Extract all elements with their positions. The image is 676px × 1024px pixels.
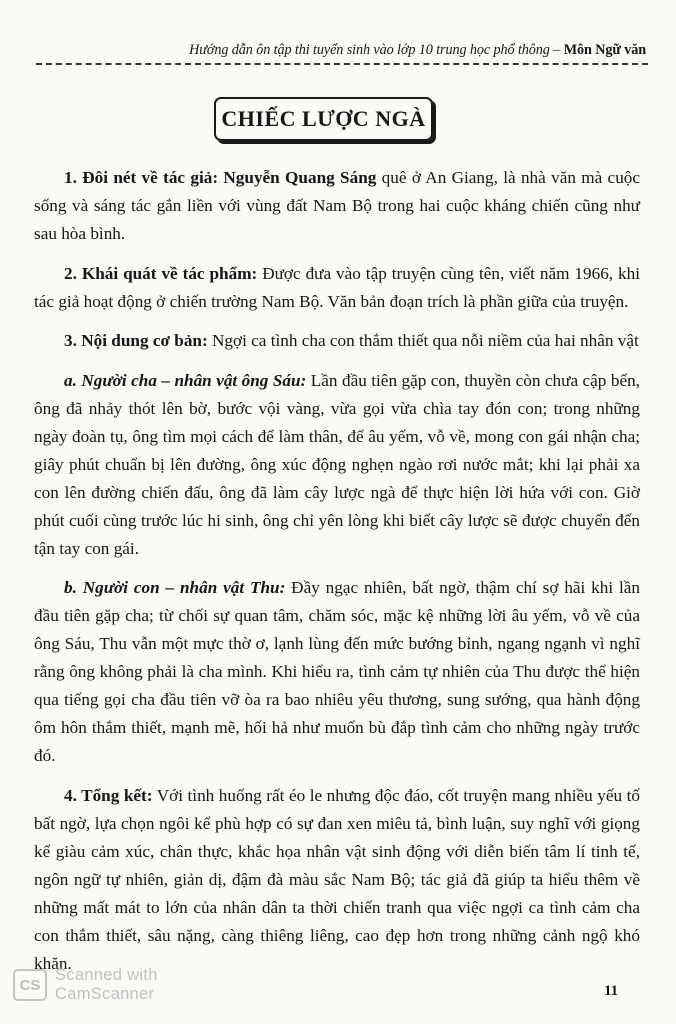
section-heading: b. Người con – nhân vật Thu: — [64, 578, 286, 597]
header-subject: Môn Ngữ văn — [563, 42, 646, 58]
camscanner-logo-text: CS — [19, 976, 41, 994]
section-heading: 1. Đôi nét về tác giả: Nguyễn Quang Sáng — [64, 168, 377, 187]
header-divider — [36, 63, 648, 65]
section-main-content — [34, 327, 640, 355]
section-summary — [34, 782, 640, 978]
title-box — [214, 97, 433, 141]
header-text: Hướng dẫn ôn tập thi tuyển sinh vào lớp 10 trung học phổ thông – — [189, 42, 564, 58]
section-text: quê ở An Giang, là nhà văn mà cuộc sống và sáng tác gắn liền với vùng đất Nam Bộ trong hai cuộc kháng chiến cũng như sau hòa bình. — [34, 168, 641, 243]
section-heading: 2. Khái quát về tác phẩm: — [64, 263, 258, 283]
page-title: CHIẾC LƯỢC NGÀ — [221, 106, 426, 131]
section-text: Ngợi ca tình cha con thắm thiết qua nỗi niềm của hai nhân vật — [207, 331, 639, 350]
section-heading: 4. Tổng kết: — [64, 785, 153, 805]
section-daughter — [34, 574, 640, 770]
section-work-overview — [34, 260, 640, 316]
section-father — [34, 367, 640, 563]
main-content — [34, 164, 640, 989]
page-number: 11 — [604, 983, 619, 999]
section-heading: a. Người cha – nhân vật ông Sáu: — [64, 370, 307, 390]
section-heading: 3. Nội dung cơ bản: — [64, 331, 208, 350]
camscanner-watermark — [13, 965, 223, 1005]
camscanner-text — [55, 966, 158, 1004]
section-text: Được đưa vào tập truyện cùng tên, viết năm 1966, khi tác giả hoạt động ở chiến trường Nam Bộ. Văn bản đoạn trích là phần giữa của truyện. — [34, 263, 640, 311]
section-author — [34, 164, 640, 248]
watermark-line-2: CamScanner — [55, 985, 155, 1003]
camscanner-logo-icon — [13, 969, 47, 1001]
section-text: Đầy ngạc nhiên, bất ngờ, thậm chí sợ hãi khi lần đầu tiên gặp cha; từ chối sự quan tâm, chăm sóc, mặc kệ những lời âu yếm, vỗ về của ông Sáu, Thu vẫn một mực thờ ơ, lạnh lùng đến mức bướng bỉnh, ngang ngạnh vì nghĩ rằng ông không phải là cha mình. Khi hiểu ra, tình cảm tự nhiên của Thu được thể hiện qua tiếng gọi cha đầu tiên vỡ òa ra bao nhiêu yêu thương, sung sướng, qua hành động ôm hôn thắm thiết, mạnh mẽ, hối hả như muốn bù đắp tình cảm cho những ngày trước đó. — [34, 578, 640, 765]
watermark-line-1: Scanned with — [55, 966, 158, 984]
section-text: Với tình huống rất éo le nhưng độc đáo, cốt truyện mang nhiều yếu tố bất ngờ, lựa chọn ngôi kể phù hợp có sự đan xen miêu tả, bình luận, suy nghĩ với giọng kể giàu cảm xúc, chân thực, khắc họa nhân vật sinh động với diễn biến tâm lí tinh tế, ngôn ngữ tự nhiên, giản dị, đậm đà màu sắc Nam Bộ; tác giả đã giúp ta hiểu thêm về những mất mát to lớn của nhân dân ta thời chiến tranh qua việc ngợi ca tình cảm cha con thắm thiết, sâu nặng, càng thiêng liêng, cao đẹp hơn trong những cảnh ngộ khó khăn. — [34, 785, 640, 973]
section-text: Lần đầu tiên gặp con, thuyền còn chưa cập bến, ông đã nhảy thót lên bờ, bước vội vàng, vừa gọi vừa chìa tay đón con; trong những ngày đoàn tụ, ông tìm mọi cách để làm thân, để âu yếm, vỗ về, mong con gái nhận cha; giây phút chuẩn bị lên đường, ông xúc động nghẹn ngào rơi nước mắt; khi lại phải xa con lên đường chiến đấu, ông đã làm cây lược ngà để thực hiện lời hứa với con. Giờ phút cuối cùng trước lúc hi sinh, ông chỉ yên lòng khi biết cây lược sẽ được chuyển đến tận tay con gái. — [34, 370, 640, 558]
